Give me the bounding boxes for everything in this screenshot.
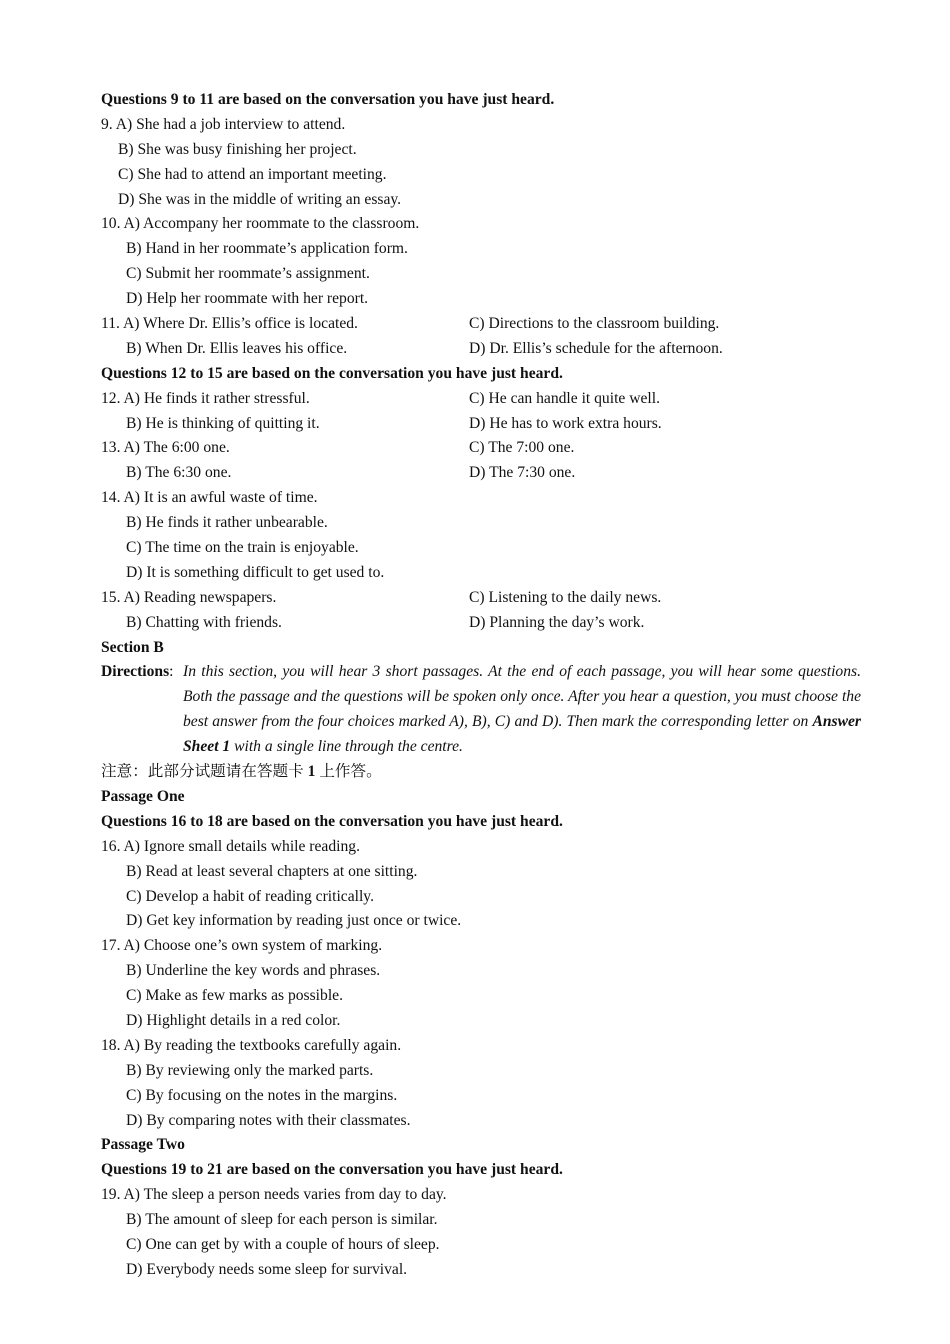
q17-option-c: C) Make as few marks as possible. [126,987,343,1005]
q11-option-c: C) Directions to the classroom building. [469,315,720,333]
q14-option-c: C) The time on the train is enjoyable. [126,539,359,557]
q16-option-c: C) Develop a habit of reading critically. [126,887,374,905]
q16-option-b: B) Read at least several chapters at one sitting. [126,862,418,880]
q10-option-b: B) Hand in her roommate’s application form. [126,240,408,258]
question-group-header: Questions 16 to 18 are based on the conversation you have just heard. [101,812,563,830]
q13-option-b: B) The 6:30 one. [126,464,232,482]
q19-option-a: 19. A) The sleep a person needs varies from day to day. [101,1186,447,1204]
q19-option-d: D) Everybody needs some sleep for survival. [126,1260,408,1278]
directions-colon: : [169,663,174,681]
q13-row-2 [101,461,861,486]
q9-option-d: D) She was in the middle of writing an essay. [118,190,402,208]
q19-option-b: B) The amount of sleep for each person is similar. [126,1211,438,1229]
q17-option-a: 17. A) Choose one’s own system of marking. [101,937,383,955]
directions-block [101,660,861,760]
directions-text [183,660,861,760]
q15-row-1 [101,586,861,611]
q15-option-a: 15. A) Reading newspapers. [101,588,277,606]
q16-option-a: 16. A) Ignore small details while reading. [101,837,360,855]
q15-option-c: C) Listening to the daily news. [469,588,662,606]
q11-row-2 [101,337,861,362]
question-group-header: Questions 19 to 21 are based on the conversation you have just heard. [101,1161,563,1179]
q17-option-b: B) Underline the key words and phrases. [126,962,381,980]
directions-text-after: with a single line through the centre. [230,738,463,756]
directions-label-text: Directions [101,663,170,681]
q9-option-b: B) She was busy finishing her project. [118,140,357,158]
directions-label [101,660,173,685]
q14-option-d: D) It is something difficult to get used to. [126,563,385,581]
q13-row-1 [101,436,861,461]
q13-option-d: D) The 7:30 one. [469,464,576,482]
q14-option-a: 14. A) It is an awful waste of time. [101,489,318,507]
q9-option-c: C) She had to attend an important meeting. [118,165,387,183]
q10-option-d: D) Help her roommate with her report. [126,290,369,308]
directions-answer-sheet: Answer Sheet 1 [183,713,861,756]
q19-option-c: C) One can get by with a couple of hours of sleep. [126,1236,440,1254]
passage-heading: Passage Two [101,1136,185,1154]
q13-option-a: 13. A) The 6:00 one. [101,439,230,457]
q17-option-d: D) Highlight details in a red color. [126,1012,341,1030]
directions-text-before: In this section, you will hear 3 short passages. At the end of each passage, you will hear some questions. Both the passage and the questions will be spoken only once. After you hear a question, you must choose the best answer from the four choices marked A), B), C) and D). Then mark the corresponding letter on [183,663,861,731]
q12-option-d: D) He has to work extra hours. [469,414,662,432]
q11-option-d: D) Dr. Ellis’s schedule for the afternoon. [469,339,723,357]
q9-option-a: 9. A) She had a job interview to attend. [101,115,346,133]
q15-option-d: D) Planning the day’s work. [469,613,645,631]
q11-option-b: B) When Dr. Ellis leaves his office. [126,339,348,357]
q11-option-a: 11. A) Where Dr. Ellis’s office is located. [101,315,358,333]
note-sheet-number: 1 [303,763,320,781]
q18-option-c: C) By focusing on the notes in the margins. [126,1086,398,1104]
q18-option-a: 18. A) By reading the textbooks carefully again. [101,1036,402,1054]
q10-option-a: 10. A) Accompany her roommate to the classroom. [101,215,420,233]
q10-option-c: C) Submit her roommate’s assignment. [126,265,370,283]
q12-row-2 [101,412,861,437]
q13-option-c: C) The 7:00 one. [469,439,575,457]
exam-page [101,88,861,1283]
q18-option-b: B) By reviewing only the marked parts. [126,1061,374,1079]
q11-row-1 [101,312,861,337]
q16-option-d: D) Get key information by reading just once or twice. [126,912,462,930]
q12-option-c: C) He can handle it quite well. [469,389,660,407]
note-before: 注意：此部分试题请在答题卡 [101,763,304,781]
passage-heading: Passage One [101,788,185,805]
q15-row-2 [101,611,861,636]
section-heading: Section B [101,638,164,656]
q12-option-a: 12. A) He finds it rather stressful. [101,389,310,407]
question-group-header: Questions 9 to 11 are based on the conversation you have just heard. [101,91,555,108]
q12-option-b: B) He is thinking of quitting it. [126,414,320,432]
q14-option-b: B) He finds it rather unbearable. [126,514,328,532]
q15-option-b: B) Chatting with friends. [126,613,282,631]
q12-row-1 [101,387,861,412]
note-line [101,760,861,785]
question-group-header: Questions 12 to 15 are based on the conversation you have just heard. [101,364,563,382]
note-after: 上作答。 [319,763,382,781]
q18-option-d: D) By comparing notes with their classmates. [126,1111,411,1129]
